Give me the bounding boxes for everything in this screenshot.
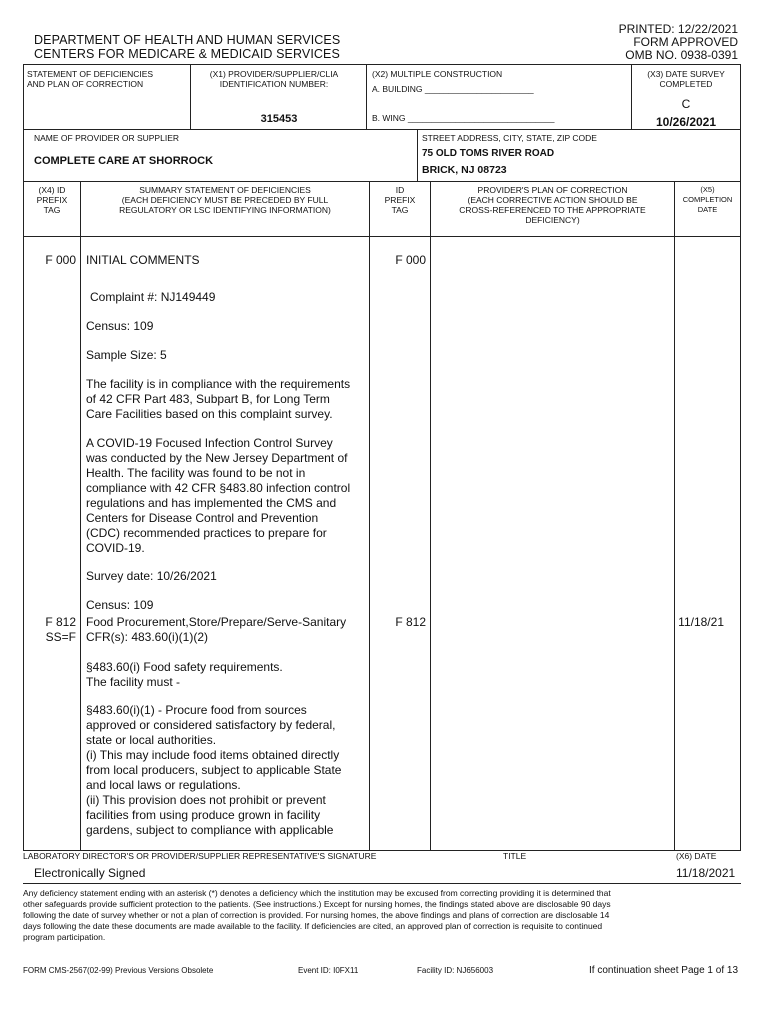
text-line: compliance with 42 CFR §483.80 infection control xyxy=(86,481,351,495)
x4-header xyxy=(24,185,80,215)
x6-date-label: (X6) DATE xyxy=(676,851,717,861)
text-line: approved or considered satisfactory by federal, xyxy=(86,718,336,732)
wing-field xyxy=(372,113,554,123)
compliance-paragraph xyxy=(86,377,350,422)
address-label: STREET ADDRESS, CITY, STATE, ZIP CODE xyxy=(422,133,597,143)
x4-header-line: TAG xyxy=(43,205,61,215)
tag-f000-left: F 000 xyxy=(45,253,76,267)
agency-line-2: CENTERS FOR MEDICARE & MEDICAID SERVICES xyxy=(34,47,340,61)
text-line: gardens, subject to compliance with applicable xyxy=(86,823,334,837)
complaint-number: Complaint #: NJ149449 xyxy=(90,290,216,304)
text-line: (CDC) recommended practices to prepare for xyxy=(86,526,327,540)
omb-number: OMB NO. 0938-0391 xyxy=(625,48,738,62)
signature-value: Electronically Signed xyxy=(34,866,146,880)
provider-name-label: NAME OF PROVIDER OR SUPPLIER xyxy=(34,133,179,143)
sample-size: Sample Size: 5 xyxy=(86,348,167,362)
plan-header-line: CROSS-REFERENCED TO THE APPROPRIATE xyxy=(459,205,646,215)
tag-f812-right: F 812 xyxy=(395,615,426,629)
form-approved: FORM APPROVED xyxy=(633,35,738,49)
text-line: COVID-19. xyxy=(86,541,145,555)
tag-f812-left: F 812 xyxy=(45,615,76,629)
x5-header-line: (X5) xyxy=(700,185,715,194)
statement-label-line: AND PLAN OF CORRECTION xyxy=(27,79,144,89)
text-line: from local producers, subject to applicable State xyxy=(86,763,342,777)
text-line: The facility is in compliance with the requirements xyxy=(86,377,351,391)
disclaimer-line: following the date of survey whether or not a plan of correction is provided. For nursing homes, the above findings and plans of correction are disclosable 14 xyxy=(23,910,610,920)
signature-label: LABORATORY DIRECTOR'S OR PROVIDER/SUPPLIER REPRESENTATIVE'S SIGNATURE xyxy=(23,851,377,861)
x1-label-line: (X1) PROVIDER/SUPPLIER/CLIA xyxy=(209,69,339,79)
plan-header xyxy=(431,185,674,225)
text-line: regulations and has implemented the CMS and xyxy=(86,496,337,510)
procurement-paragraph xyxy=(86,703,341,838)
facility-id: Facility ID: NJ656003 xyxy=(417,966,494,975)
text-line: Care Facilities based on this complaint survey. xyxy=(86,407,333,421)
event-id: Event ID: I0FX11 xyxy=(298,966,359,975)
agency-line-1: DEPARTMENT OF HEALTH AND HUMAN SERVICES xyxy=(34,33,341,47)
summary-header-line: REGULATORY OR LSC IDENTIFYING INFORMATION) xyxy=(119,205,331,215)
text-line: Health. The facility was found to be not in xyxy=(86,466,306,480)
survey-completed-date: 10/26/2021 xyxy=(655,115,717,129)
disclaimer-line: program participation. xyxy=(23,932,106,942)
x5-header-line: DATE xyxy=(697,205,718,214)
text-line: state or local authorities. xyxy=(86,733,217,747)
text-line: Centers for Disease Control and Prevention xyxy=(86,511,319,525)
agency-name xyxy=(34,33,340,61)
x2-label: (X2) MULTIPLE CONSTRUCTION xyxy=(372,69,503,79)
address-line-1: 75 OLD TOMS RIVER ROAD xyxy=(422,148,555,159)
x5-header-line: COMPLETION xyxy=(682,195,733,204)
initial-comments-heading: INITIAL COMMENTS xyxy=(86,253,200,267)
summary-header-line: SUMMARY STATEMENT OF DEFICIENCIES xyxy=(139,185,311,195)
x1-label-line: IDENTIFICATION NUMBER: xyxy=(219,79,329,89)
building-field xyxy=(372,84,534,94)
plan-header-line: DEFICIENCY) xyxy=(525,215,580,225)
x3-label xyxy=(634,69,738,89)
disclaimer xyxy=(23,888,743,943)
plan-header-line: PROVIDER'S PLAN OF CORRECTION xyxy=(477,185,628,195)
f812-completion-date: 11/18/21 xyxy=(678,615,724,629)
wing-label: B. WING xyxy=(372,113,406,123)
print-info xyxy=(619,23,738,62)
x4-header-line: (X4) ID xyxy=(38,185,66,195)
form-number: FORM CMS-2567(02-99) Previous Versions Obsolete xyxy=(23,966,214,975)
statement-label xyxy=(27,69,153,89)
text-line: A COVID-19 Focused Infection Control Survey xyxy=(86,436,333,450)
text-line: was conducted by the New Jersey Department of xyxy=(86,451,348,465)
id-header-line: PREFIX xyxy=(384,195,416,205)
x4-header-line: PREFIX xyxy=(36,195,68,205)
printed-date: PRINTED: 12/22/2021 xyxy=(618,22,738,36)
census-2: Census: 109 xyxy=(86,598,154,612)
text-line: §483.60(i)(1) - Procure food from sources xyxy=(86,703,307,717)
summary-header xyxy=(81,185,369,215)
text-line: The facility must - xyxy=(86,675,181,689)
survey-date: Survey date: 10/26/2021 xyxy=(86,569,217,583)
disclaimer-line: other safeguards provide sufficient protection to the patients. (See instructions.) Except for nursing homes, the findings stated above are disclosable 90 days xyxy=(23,899,611,909)
page-indicator: If continuation sheet Page 1 of 13 xyxy=(589,965,738,976)
text-line: of 42 CFR Part 483, Subpart B, for Long Term xyxy=(86,392,330,406)
f812-title xyxy=(86,615,346,645)
x3-label-line: (X3) DATE SURVEY xyxy=(647,69,725,79)
plan-header-line: (EACH CORRECTIVE ACTION SHOULD BE xyxy=(467,195,638,205)
provider-id-number: 315453 xyxy=(260,113,298,125)
survey-type-code: C xyxy=(681,97,691,111)
census-1: Census: 109 xyxy=(86,319,154,333)
text-line: CFR(s): 483.60(i)(1)(2) xyxy=(86,630,209,644)
disclaimer-line: days following the date these documents are made available to the facility. If deficiencies are cited, an approved plan of correction is requisite to continued xyxy=(23,921,603,931)
text-line: Food Procurement,Store/Prepare/Serve-Sanitary xyxy=(86,615,347,629)
statement-label-line: STATEMENT OF DEFICIENCIES xyxy=(27,69,154,79)
food-safety-paragraph xyxy=(86,660,283,690)
x1-label xyxy=(194,69,354,89)
text-line: facilities from using produce grown in facility xyxy=(86,808,321,822)
text-line: §483.60(i) Food safety requirements. xyxy=(86,660,283,674)
summary-header-line: (EACH DEFICIENCY MUST BE PRECEDED BY FULL xyxy=(121,195,329,205)
signature-date: 11/18/2021 xyxy=(676,866,736,880)
address-line-2: BRICK, NJ 08723 xyxy=(422,164,507,176)
id-header-line: TAG xyxy=(391,205,409,215)
text-line: (ii) This provision does not prohibit or prevent xyxy=(86,793,326,807)
covid-paragraph xyxy=(86,436,350,556)
provider-name: COMPLETE CARE AT SHORROCK xyxy=(34,155,214,167)
id-header xyxy=(370,185,430,215)
scope-severity-tag: SS=F xyxy=(45,630,76,644)
disclaimer-line: Any deficiency statement ending with an asterisk (*) denotes a deficiency which the institution may be excused from correcting providing it is determined that xyxy=(23,888,611,898)
id-header-line: ID xyxy=(395,185,405,195)
text-line: (i) This may include food items obtained directly xyxy=(86,748,340,762)
building-blank: _______________________ xyxy=(424,84,534,94)
title-label: TITLE xyxy=(503,851,527,861)
x5-header xyxy=(675,185,740,215)
wing-blank: _______________________________ xyxy=(407,113,555,123)
building-label: A. BUILDING xyxy=(372,84,423,94)
text-line: and local laws or regulations. xyxy=(86,778,241,792)
tag-f000-right: F 000 xyxy=(395,253,426,267)
x3-label-line: COMPLETED xyxy=(659,79,713,89)
